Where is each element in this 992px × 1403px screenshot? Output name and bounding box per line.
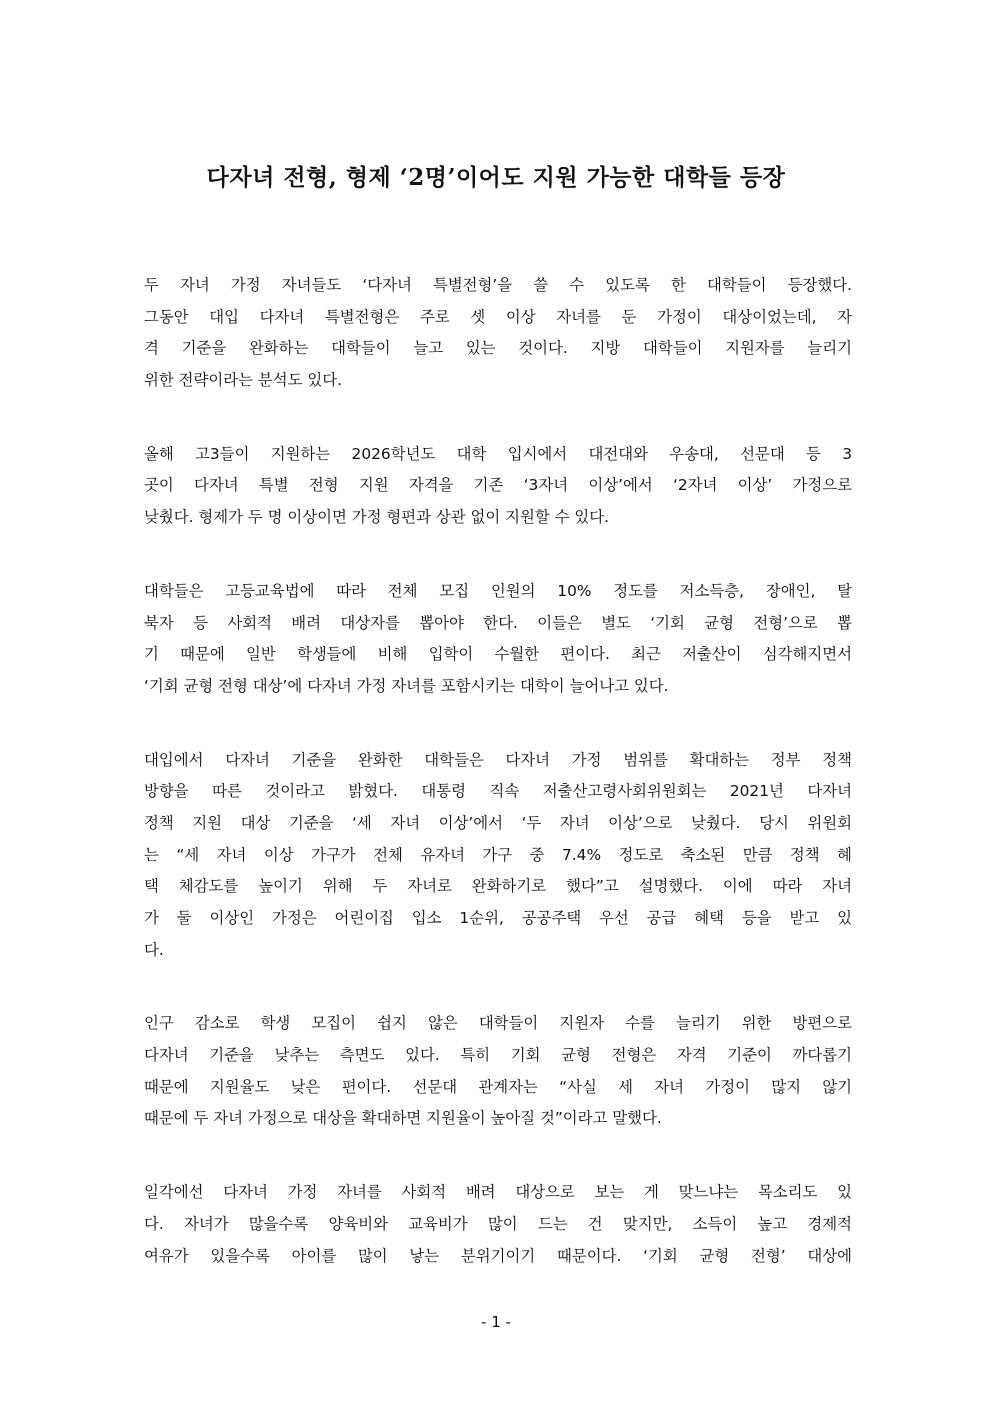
paragraph-line: 곳이 다자녀 특별 전형 지원 자격을 기존 ‘3자녀 이상’에서 ‘2자녀 이상’ 가정으로 xyxy=(144,476,852,495)
paragraph-line: 두 자녀 가정 자녀들도 ‘다자녀 특별전형’을 쓸 수 있도록 한 대학들이 등장했다. xyxy=(144,276,852,294)
paragraph xyxy=(144,576,852,703)
paragraph-line: 는 “세 자녀 이상 가구가 전체 유자녀 가구 중 7.4% 정도로 축소된 만큼 정책 혜 xyxy=(144,845,852,864)
paragraph-line: 대학들은 고등교육법에 따라 전체 모집 인원의 10% 정도를 저소득층, 장애인, 탈 xyxy=(144,581,852,600)
paragraph-line: 그동안 대입 다자녀 특별전형은 주로 셋 이상 자녀를 둔 가정이 대상이었는데, 자 xyxy=(144,307,852,326)
paragraph-line: 때문에 지원율도 낮은 편이다. 선문대 관계자는 “사실 세 자녀 가정이 많지 않기 xyxy=(144,1077,852,1096)
paragraph xyxy=(144,439,852,534)
paragraph-line: 인구 감소로 학생 모집이 쉽지 않은 대학들이 지원자 수를 늘리기 위한 방편으로 xyxy=(144,1014,852,1033)
paragraph-line: 격 기준을 완화하는 대학들이 늘고 있는 것이다. 지방 대학들이 지원자를 늘리기 xyxy=(144,339,852,358)
paragraph-line: 다. 자녀가 많을수록 양육비와 교육비가 많이 드는 건 맞지만, 소득이 높고 경제적 xyxy=(144,1214,852,1233)
paragraph-line: 북자 등 사회적 배려 대상자를 뽑아야 한다. 이들은 별도 ‘기회 균형 전형’으로 뽑 xyxy=(144,613,852,632)
paragraph-line: 다자녀 기준을 낮추는 측면도 있다. 특히 기회 균형 전형은 자격 기준이 까다롭기 xyxy=(144,1046,852,1065)
paragraph-line: 택 체감도를 높이기 위해 두 자녀로 완화하기로 했다”고 설명했다. 이에 따라 자녀 xyxy=(144,877,852,896)
paragraph-line: 다. xyxy=(144,940,164,959)
paragraph-line: 여유가 있을수록 아이를 많이 낳는 분위기이기 때문이다. ‘기회 균형 전형’ 대상에 xyxy=(144,1246,852,1265)
paragraph-line: 위한 전략이라는 분석도 있다. xyxy=(144,371,342,390)
paragraph-line: 때문에 두 자녀 가정으로 대상을 확대하면 지원율이 높아질 것”이라고 말했다. xyxy=(144,1109,662,1128)
paragraph xyxy=(144,1008,852,1135)
paragraph-line: 올해 고3들이 지원하는 2026학년도 대학 입시에서 대전대와 우송대, 선문대 등 3 xyxy=(144,444,852,463)
paragraph-line: 낮췄다. 형제가 두 명 이상이면 가정 형편과 상관 없이 지원할 수 있다. xyxy=(144,508,610,527)
page-number: - 1 - xyxy=(481,1313,511,1331)
paragraph-line: 기 때문에 일반 학생들에 비해 입학이 수월한 편이다. 최근 저출산이 심각해지면서 xyxy=(144,645,852,664)
paragraph-line: 정책 지원 대상 기준을 ‘세 자녀 이상’에서 ‘두 자녀 이상’으로 낮췄다. 당시 위원회 xyxy=(144,813,852,832)
paragraph-line: 방향을 따른 것이라고 밝혔다. 대통령 직속 저출산고령사회위원회는 2021년 다자녀 xyxy=(144,782,852,801)
paragraph xyxy=(144,745,852,967)
paragraph xyxy=(144,1177,852,1272)
article-title: 다자녀 전형, 형제 ‘2명’이어도 지원 가능한 대학들 등장 xyxy=(206,164,786,191)
paragraph-line: 일각에선 다자녀 가정 자녀를 사회적 배려 대상으로 보는 게 맞느냐는 목소리도 있 xyxy=(144,1183,852,1202)
paragraph-line: 가 둘 이상인 가정은 어린이집 입소 1순위, 공공주택 우선 공급 혜택 등을 받고 있 xyxy=(144,909,852,927)
paragraph xyxy=(144,270,852,397)
article-body xyxy=(144,270,852,1314)
paragraph-line: ‘기회 균형 전형 대상’에 다자녀 가정 자녀를 포함시키는 대학이 늘어나고 있다. xyxy=(144,676,669,695)
paragraph-line: 대입에서 다자녀 기준을 완화한 대학들은 다자녀 가정 범위를 확대하는 정부 정책 xyxy=(144,750,852,769)
